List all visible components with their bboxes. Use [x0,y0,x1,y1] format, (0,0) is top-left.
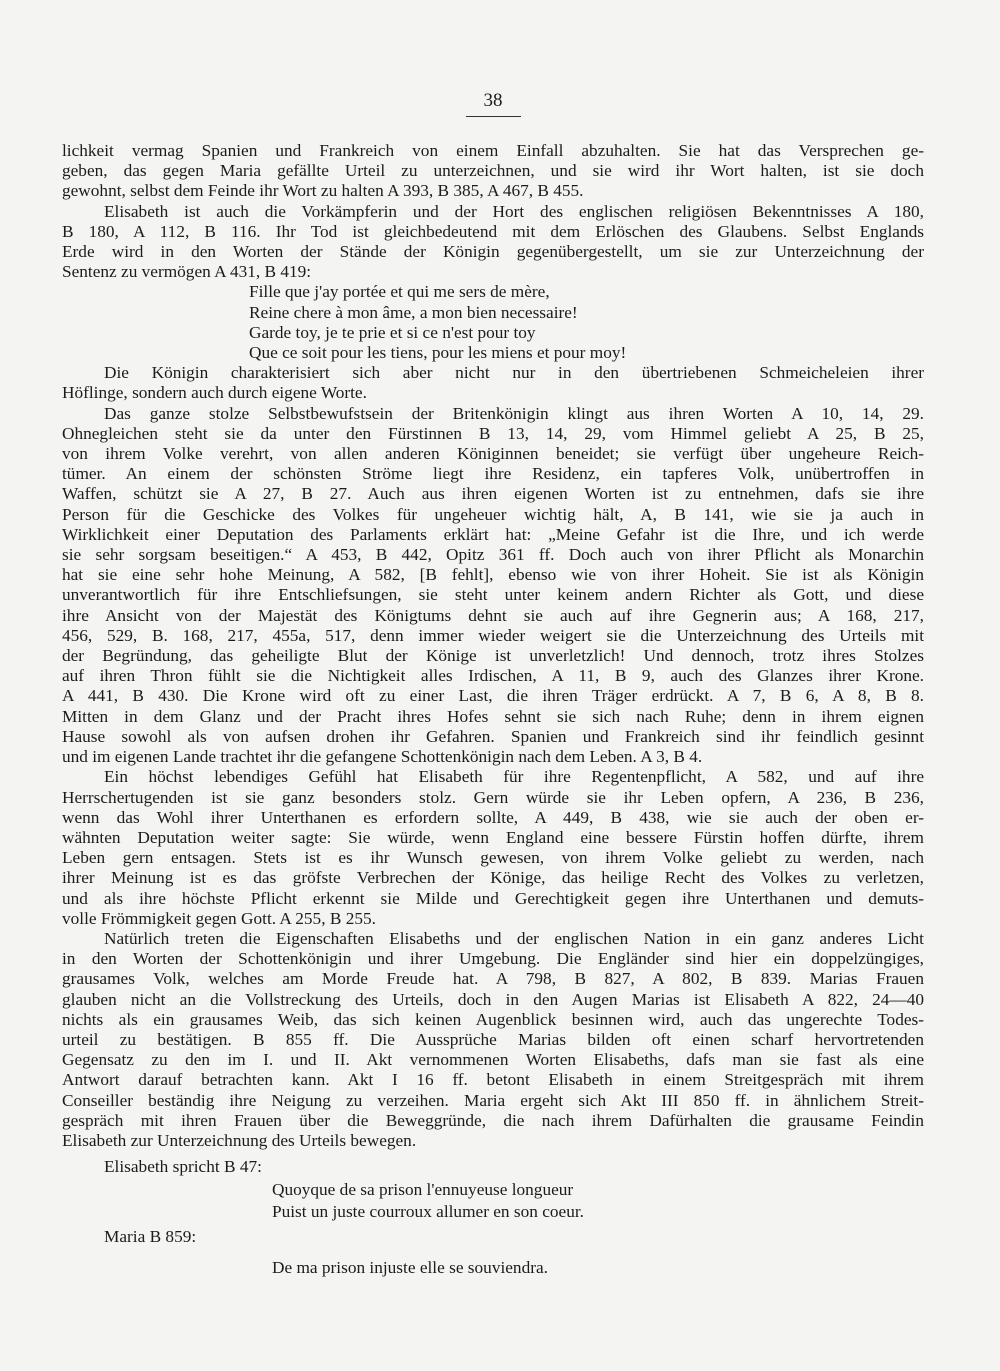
text-line: von ihrem Volke verehrt, von allen anderen Königinnen beneidet; sie verfügt über ungeheure Reich- [62,444,924,464]
verse-line: Garde toy, je te prie et si ce n'est pour toy [249,322,536,342]
paragraph [62,141,924,202]
text-line: gespräch mit ihren Frauen über die Beweggründe, die nach ihrem Dafürhalten die grausame Feindin [62,1110,924,1130]
verse-line: Fille que j'ay portée et qui me sers de mère, [249,282,550,302]
text-line: in den Worten der Schottenkönigin und ihrer Umgebung. Die Engländer sind hier ein doppelzüngiges, [62,949,924,969]
text-line: wähnten Deputation weiter sagte: Sie würde, wenn England eine bessere Fürstin hoffen dürfte, ihrem [62,827,924,847]
verse-block [62,282,924,363]
paragraph [62,404,924,768]
text-line: Leben gern entsagen. Stets ist es ihr Wunsch gewesen, von ihrem Volke geliebt zu werden, nach [62,848,924,868]
quote-line: De ma prison injuste elle se souviendra. [272,1258,548,1278]
text-line: grausames Volk, welches am Morde Freude hat. A 798, B 827, A 802, B 839. Marias Frauen [62,969,924,989]
speaker-label: Elisabeth spricht B 47: [104,1157,262,1177]
text-line: Herrschertugenden ist sie ganz besonders stolz. Gern würde sie ihr Leben opfern, A 236, B 236, [62,787,924,807]
text-line: und als ihre höchste Pflicht erkennt sie Milde und Gerechtigkeit gegen ihre Unterthanen und demuts- [62,888,924,908]
text-line: ihre Ansicht von der Majestät des Königtums dehnt sie auch auf ihre Gegnerin aus; A 168, 217, [62,605,924,625]
text-line: gewohnt, selbst dem Feinde ihr Wort zu halten A 393, B 385, A 467, B 455. [62,181,584,201]
paragraph [62,767,924,929]
text-line: Elisabeth zur Unterzeichnung des Urteils bewegen. [62,1130,417,1150]
text-line: wenn das Wohl ihrer Unterthanen es erfordern sollte, A 449, B 438, wie sie auch der oben er- [62,807,924,827]
paragraph [62,363,924,403]
quote-block [62,1155,924,1279]
text-line: geben, das gegen Maria gefällte Urteil zu unterzeichnen, und sie wird ihr Wort halten, ist sie doch [62,161,924,181]
text-line: Ein höchst lebendiges Gefühl hat Elisabeth für ihre Regentenpflicht, A 582, und auf ihre [104,767,924,787]
text-line: Person für die Geschicke des Volkes für ungeheuer wichtig hält, A, B 141, wie sie ja auch in [62,504,924,524]
text-line: und im eigenen Lande trachtet ihr die gefangene Schottenkönigin nach dem Leben. A 3, B 4. [62,747,703,767]
text-line: unverantwortlich für ihre Entschliefsungen, sie steht unter keinem andern Richter als Gott, und diese [62,585,924,605]
quote-line: Puist un juste courroux allumer en son coeur. [272,1202,584,1222]
paragraph [62,929,924,1151]
quote-row [62,1227,924,1253]
text-line: B 180, A 112, B 116. Ihr Tod ist gleichbedeutend mit dem Erlöschen des Glaubens. Selbst Englands [62,221,924,241]
text-line: volle Frömmigkeit gegen Gott. A 255, B 255. [62,908,376,928]
text-line: Sentenz zu vermögen A 431, B 419: [62,262,312,282]
text-line: Mitten in dem Glanz und der Pracht ihres Hofes sehnt sie sich nach Ruhe; denn in ihrem eignen [62,706,924,726]
text-line: Die Königin charakterisiert sich aber nicht nur in den übertriebenen Schmeicheleien ihrer [104,363,924,383]
text-line: Erde wird in den Worten der Stände der Königin gegenübergestellt, um sie zur Unterzeichnung der [62,242,924,262]
text-line: ihrer Meinung ist es das gröfste Verbrechen der Könige, das heilige Recht des Volkes zu verletzen, [62,868,924,888]
text-line: Conseiller beständig ihre Neigung zu verzeihen. Maria ergeht sich Akt III 850 ff. in ähnlichem Streit- [62,1090,924,1110]
text-line: lichkeit vermag Spanien und Frankreich von einem Einfall abzuhalten. Sie hat das Versprechen ge- [62,141,924,160]
text-line: Antwort darauf betrachten kann. Akt I 16 ff. betont Elisabeth in einem Streitgespräch mit ihrem [62,1070,924,1090]
text-line: Hause sowohl als von aufsen drohen ihr Gefahren. Spanien und Frankreich sind ihr feindlich gesinnt [62,726,924,746]
text-line: Natürlich treten die Eigenschaften Elisabeths und der englischen Nation in ein ganz anderes Licht [104,928,924,948]
text-line: sie sehr sorgsam beseitigen.“ A 453, B 442, Opitz 361 ff. Doch auch von ihrer Pflicht als Monarchin [62,545,924,565]
verse-line: Que ce soit pour les tiens, pour les miens et pour moy! [249,343,627,363]
page-number [62,88,924,117]
text-line: Höflinge, sondern auch durch eigene Worte. [62,383,367,403]
text-line: Gegensatz zu den im I. und II. Akt vernommenen Worten Elisabeths, dafs man sie fast als eine [62,1050,924,1070]
text-line: glauben nicht an die Vollstreckung des Urteils, doch in den Augen Marias ist Elisabeth A 822, 24—40 [62,989,924,1009]
text-line: A 441, B 430. Die Krone wird oft zu einer Last, die ihren Träger erdrückt. A 7, B 6, A 8, B 8. [62,686,924,706]
text-line: Elisabeth ist auch die Vorkämpferin und der Hort des englischen religiösen Bekenntnisses A 180, [104,201,924,221]
text-line: 456, 529, B. 168, 217, 455a, 517, denn immer wieder weigert sie die Unterzeichnung des Urteils mit [62,625,924,645]
page-number-text: 38 [466,88,521,117]
text-line: Wirklichkeit einer Deputation des Parlaments erklärt hat: „Meine Gefahr ist die Ihre, und ich werde [62,524,924,544]
text-line: tümer. An einem der schönsten Ströme liegt ihre Residenz, ein tapferes Volk, unübertroffen in [62,464,924,484]
quote-line: Quoyque de sa prison l'ennuyeuse longueur [272,1180,574,1200]
text-line: der Begründung, das geheiligte Blut der Könige ist unverletzlich! Und dennoch, trotz ihres Stolzes [62,646,924,666]
text-line: Waffen, schützt sie A 27, B 27. Auch aus ihren eigenen Worten ist zu entnehmen, dafs sie ihre [62,484,924,504]
text-line: Das ganze stolze Selbstbewufstsein der Britenkönigin klingt aus ihren Worten A 10, 14, 29. [104,403,924,423]
verse-line: Reine chere à mon âme, a mon bien necessaire! [249,302,578,322]
text-line: auf ihren Thron fühlt sie die Nichtigkeit alles Irdischen, A 11, B 9, auch des Glanzes ihrer Krone. [62,666,924,686]
text-line: urteil zu bestätigen. B 855 ff. Die Aussprüche Marias bilden oft einen scharf hervortretenden [62,1029,924,1049]
page-content [62,88,924,1279]
text-line: hat sie eine sehr hohe Meinung, A 582, [B fehlt], ebenso wie von ihrer Hoheit. Sie ist als Königin [62,565,924,585]
body-text [62,141,924,1279]
text-line: Ohnegleichen steht sie da unter den Fürstinnen B 13, 14, 29, vom Himmel geliebt A 25, B 25, [62,423,924,443]
paragraph [62,202,924,283]
speaker-label: Maria B 859: [104,1227,197,1247]
text-line: nichts als ein grausames Weib, das sich keinen Augenblick besinnen wird, auch das ungerechte Todes- [62,1009,924,1029]
